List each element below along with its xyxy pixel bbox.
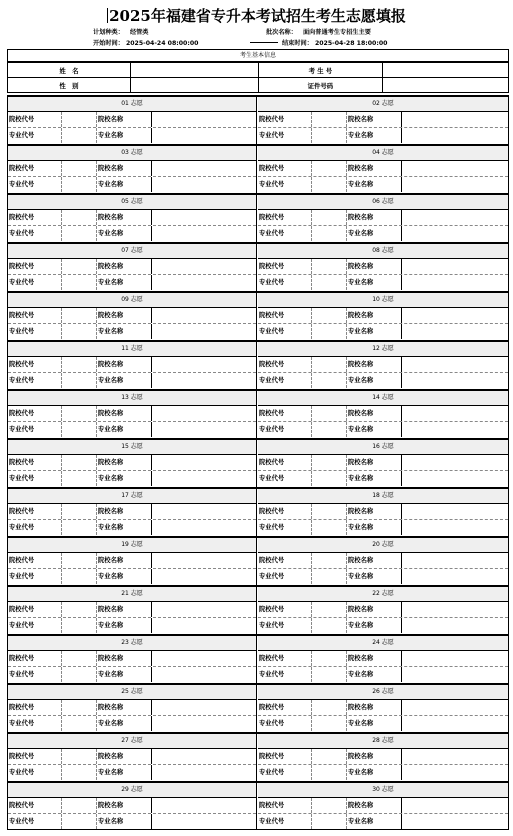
school-name-label: 院校名称 xyxy=(346,602,402,617)
choice-pair xyxy=(7,536,509,585)
major-row xyxy=(8,618,256,634)
school-row xyxy=(258,651,508,667)
school-name-label: 院校名称 xyxy=(96,406,152,421)
batch-value: 面向普通考生专招生主要 xyxy=(302,29,371,36)
major-name-label: 专业名称 xyxy=(96,373,152,388)
major-code-label: 专业代号 xyxy=(258,618,312,633)
school-code-label: 院校代号 xyxy=(258,553,312,568)
major-name-label: 专业名称 xyxy=(96,226,152,241)
school-name-label: 院校名称 xyxy=(96,210,152,225)
choice-pair xyxy=(7,683,509,732)
choice-header: 14 志愿 xyxy=(258,391,508,406)
major-row xyxy=(8,471,256,487)
major-code-label: 专业代号 xyxy=(8,814,62,829)
school-name-label: 院校名称 xyxy=(346,308,402,323)
choice-block xyxy=(258,587,509,634)
school-row xyxy=(258,259,508,275)
choice-header: 25 志愿 xyxy=(8,685,256,700)
choice-block xyxy=(7,636,257,683)
school-code-label: 院校代号 xyxy=(8,602,62,617)
major-code-label: 专业代号 xyxy=(8,324,62,339)
school-row xyxy=(258,357,508,373)
school-row xyxy=(258,455,508,471)
school-row xyxy=(8,455,256,471)
major-code-label: 专业代号 xyxy=(8,569,62,584)
major-name-label: 专业名称 xyxy=(346,128,402,143)
school-name-label: 院校名称 xyxy=(346,749,402,764)
choice-block xyxy=(7,391,257,438)
school-code-label: 院校代号 xyxy=(8,553,62,568)
school-row xyxy=(258,308,508,324)
major-name-label: 专业名称 xyxy=(96,471,152,486)
school-code-label: 院校代号 xyxy=(8,504,62,519)
choice-pair xyxy=(7,732,509,781)
school-code-label: 院校代号 xyxy=(258,749,312,764)
choice-block xyxy=(7,538,257,585)
school-row xyxy=(8,112,256,128)
major-name-label: 专业名称 xyxy=(346,520,402,535)
major-name-label: 专业名称 xyxy=(346,275,402,290)
major-code-label: 专业代号 xyxy=(8,373,62,388)
choice-header: 21 志愿 xyxy=(8,587,256,602)
choice-block xyxy=(7,489,257,536)
choice-pair xyxy=(7,144,509,193)
school-row xyxy=(8,308,256,324)
major-row xyxy=(8,667,256,683)
major-row xyxy=(8,569,256,585)
school-row xyxy=(8,602,256,618)
major-code-label: 专业代号 xyxy=(258,569,312,584)
major-code-label: 专业代号 xyxy=(258,177,312,192)
text-cursor xyxy=(107,8,108,23)
school-row xyxy=(258,798,508,814)
major-row xyxy=(258,275,508,291)
school-name-label: 院校名称 xyxy=(346,700,402,715)
major-name-label: 专业名称 xyxy=(96,618,152,633)
major-name-label: 专业名称 xyxy=(96,716,152,731)
choice-header: 11 志愿 xyxy=(8,342,256,357)
school-code-label: 院校代号 xyxy=(8,406,62,421)
choice-pair xyxy=(7,242,509,291)
choice-header: 10 志愿 xyxy=(258,293,508,308)
id-no-label: 证件号码 xyxy=(258,78,383,93)
school-code-label: 院校代号 xyxy=(8,455,62,470)
major-name-label: 专业名称 xyxy=(96,324,152,339)
school-code-label: 院校代号 xyxy=(8,651,62,666)
major-row xyxy=(258,324,508,340)
choice-block xyxy=(258,636,509,683)
school-code-label: 院校代号 xyxy=(258,112,312,127)
plan-type xyxy=(93,27,149,36)
school-name-label: 院校名称 xyxy=(346,798,402,813)
school-row xyxy=(258,112,508,128)
choice-header: 15 志愿 xyxy=(8,440,256,455)
school-code-label: 院校代号 xyxy=(258,406,312,421)
choice-pair xyxy=(7,291,509,340)
major-row xyxy=(258,667,508,683)
school-code-label: 院校代号 xyxy=(258,700,312,715)
choice-block xyxy=(258,97,509,144)
choice-header: 02 志愿 xyxy=(258,97,508,112)
major-row xyxy=(258,226,508,242)
choice-pair xyxy=(7,781,509,830)
choice-header: 26 志愿 xyxy=(258,685,508,700)
choice-header: 06 志愿 xyxy=(258,195,508,210)
school-row xyxy=(258,504,508,520)
major-row xyxy=(8,128,256,144)
choice-block xyxy=(258,146,509,193)
school-name-label: 院校名称 xyxy=(96,700,152,715)
major-code-label: 专业代号 xyxy=(8,128,62,143)
choice-header: 27 志愿 xyxy=(8,734,256,749)
major-name-label: 专业名称 xyxy=(96,422,152,437)
choice-block xyxy=(258,244,509,291)
school-name-label: 院校名称 xyxy=(96,161,152,176)
major-row xyxy=(8,520,256,536)
school-code-label: 院校代号 xyxy=(8,749,62,764)
plan-type-value: 经管类 xyxy=(129,29,149,36)
school-code-label: 院校代号 xyxy=(8,700,62,715)
gender-label: 性 别 xyxy=(8,78,131,93)
major-code-label: 专业代号 xyxy=(8,471,62,486)
choice-header: 23 志愿 xyxy=(8,636,256,651)
choice-header: 17 志愿 xyxy=(8,489,256,504)
choice-header: 09 志愿 xyxy=(8,293,256,308)
major-code-label: 专业代号 xyxy=(8,177,62,192)
major-name-label: 专业名称 xyxy=(346,422,402,437)
school-code-label: 院校代号 xyxy=(258,504,312,519)
school-code-label: 院校代号 xyxy=(8,259,62,274)
start-label: 开始时间： xyxy=(93,40,124,47)
name-label: 姓 名 xyxy=(8,63,131,78)
choice-header: 13 志愿 xyxy=(8,391,256,406)
school-row xyxy=(8,798,256,814)
major-code-label: 专业代号 xyxy=(8,716,62,731)
choice-header: 19 志愿 xyxy=(8,538,256,553)
school-name-label: 院校名称 xyxy=(96,455,152,470)
school-name-label: 院校名称 xyxy=(346,651,402,666)
school-name-label: 院校名称 xyxy=(346,553,402,568)
choice-header: 04 志愿 xyxy=(258,146,508,161)
school-code-label: 院校代号 xyxy=(8,210,62,225)
major-row xyxy=(258,471,508,487)
major-code-label: 专业代号 xyxy=(258,324,312,339)
major-code-label: 专业代号 xyxy=(258,226,312,241)
name-value[interactable] xyxy=(130,63,258,78)
major-row xyxy=(8,765,256,781)
choice-pair xyxy=(7,634,509,683)
choice-header: 24 志愿 xyxy=(258,636,508,651)
school-name-label: 院校名称 xyxy=(346,210,402,225)
major-row xyxy=(8,716,256,732)
choice-header: 07 志愿 xyxy=(8,244,256,259)
choice-header: 05 志愿 xyxy=(8,195,256,210)
major-row xyxy=(8,373,256,389)
major-code-label: 专业代号 xyxy=(258,520,312,535)
school-row xyxy=(8,553,256,569)
school-row xyxy=(258,602,508,618)
choice-block xyxy=(258,293,509,340)
school-row xyxy=(8,504,256,520)
major-code-label: 专业代号 xyxy=(8,520,62,535)
major-name-label: 专业名称 xyxy=(346,765,402,780)
choice-block xyxy=(7,293,257,340)
major-name-label: 专业名称 xyxy=(346,716,402,731)
choice-block xyxy=(7,146,257,193)
choice-pair xyxy=(7,438,509,487)
major-name-label: 专业名称 xyxy=(346,226,402,241)
school-row xyxy=(258,553,508,569)
choice-header: 20 志愿 xyxy=(258,538,508,553)
choice-block xyxy=(7,783,257,830)
choice-header: 12 志愿 xyxy=(258,342,508,357)
major-name-label: 专业名称 xyxy=(96,275,152,290)
page-title: 2025年福建省专升本考试招生考生志愿填报 xyxy=(109,7,406,25)
choice-block xyxy=(258,489,509,536)
choice-block xyxy=(258,538,509,585)
school-code-label: 院校代号 xyxy=(258,357,312,372)
major-row xyxy=(8,226,256,242)
major-row xyxy=(258,128,508,144)
major-code-label: 专业代号 xyxy=(8,275,62,290)
major-row xyxy=(258,520,508,536)
school-row xyxy=(258,210,508,226)
major-code-label: 专业代号 xyxy=(8,226,62,241)
exam-no-label: 考 生 号 xyxy=(258,63,383,78)
major-code-label: 专业代号 xyxy=(258,667,312,682)
major-name-label: 专业名称 xyxy=(346,324,402,339)
choice-block xyxy=(258,734,509,781)
major-name-label: 专业名称 xyxy=(346,618,402,633)
school-code-label: 院校代号 xyxy=(258,651,312,666)
choice-block xyxy=(7,587,257,634)
choice-header: 16 志愿 xyxy=(258,440,508,455)
school-code-label: 院校代号 xyxy=(258,210,312,225)
school-code-label: 院校代号 xyxy=(258,798,312,813)
major-code-label: 专业代号 xyxy=(258,765,312,780)
school-row xyxy=(8,357,256,373)
school-row xyxy=(8,749,256,765)
choice-block xyxy=(258,195,509,242)
major-row xyxy=(258,716,508,732)
choice-pair xyxy=(7,193,509,242)
choice-header: 01 志愿 xyxy=(8,97,256,112)
choice-header: 18 志愿 xyxy=(258,489,508,504)
school-code-label: 院校代号 xyxy=(8,161,62,176)
major-row xyxy=(8,324,256,340)
choice-block xyxy=(7,244,257,291)
major-row xyxy=(258,814,508,830)
end-time xyxy=(282,38,387,47)
school-name-label: 院校名称 xyxy=(346,161,402,176)
end-label: 结束时间： xyxy=(282,40,313,47)
school-code-label: 院校代号 xyxy=(8,308,62,323)
major-row xyxy=(8,814,256,830)
school-code-label: 院校代号 xyxy=(8,357,62,372)
choice-header: 03 志愿 xyxy=(8,146,256,161)
school-row xyxy=(258,161,508,177)
batch-label: 批次名称： xyxy=(266,29,297,36)
basic-info-row xyxy=(8,78,509,93)
major-row xyxy=(258,177,508,193)
major-row xyxy=(8,422,256,438)
choice-header: 08 志愿 xyxy=(258,244,508,259)
major-name-label: 专业名称 xyxy=(346,177,402,192)
school-code-label: 院校代号 xyxy=(258,259,312,274)
choice-pair xyxy=(7,487,509,536)
major-name-label: 专业名称 xyxy=(96,814,152,829)
major-row xyxy=(258,765,508,781)
school-name-label: 院校名称 xyxy=(346,112,402,127)
school-code-label: 院校代号 xyxy=(258,455,312,470)
major-name-label: 专业名称 xyxy=(346,667,402,682)
major-code-label: 专业代号 xyxy=(8,422,62,437)
id-no-value[interactable] xyxy=(383,78,509,93)
choice-block xyxy=(7,440,257,487)
major-row xyxy=(8,275,256,291)
plan-type-label: 计划种类： xyxy=(93,29,124,36)
major-name-label: 专业名称 xyxy=(96,667,152,682)
major-code-label: 专业代号 xyxy=(258,128,312,143)
major-name-label: 专业名称 xyxy=(346,373,402,388)
choice-block xyxy=(7,734,257,781)
choice-header: 22 志愿 xyxy=(258,587,508,602)
choice-block xyxy=(7,685,257,732)
major-code-label: 专业代号 xyxy=(258,716,312,731)
school-code-label: 院校代号 xyxy=(8,798,62,813)
school-code-label: 院校代号 xyxy=(258,602,312,617)
school-row xyxy=(8,210,256,226)
school-name-label: 院校名称 xyxy=(346,455,402,470)
school-row xyxy=(8,161,256,177)
school-name-label: 院校名称 xyxy=(96,798,152,813)
major-name-label: 专业名称 xyxy=(96,765,152,780)
basic-info-table xyxy=(7,62,509,93)
choice-block xyxy=(258,440,509,487)
choice-block xyxy=(258,342,509,389)
school-name-label: 院校名称 xyxy=(96,504,152,519)
school-name-label: 院校名称 xyxy=(96,259,152,274)
major-row xyxy=(258,422,508,438)
school-row xyxy=(8,700,256,716)
choice-block xyxy=(258,685,509,732)
school-row xyxy=(258,749,508,765)
basic-info-title: 考生基本信息 xyxy=(7,49,509,62)
school-name-label: 院校名称 xyxy=(346,357,402,372)
major-name-label: 专业名称 xyxy=(346,569,402,584)
school-name-label: 院校名称 xyxy=(96,357,152,372)
school-name-label: 院校名称 xyxy=(96,651,152,666)
major-name-label: 专业名称 xyxy=(96,520,152,535)
major-code-label: 专业代号 xyxy=(258,373,312,388)
choice-block xyxy=(258,391,509,438)
choice-pair xyxy=(7,340,509,389)
choice-pair xyxy=(7,585,509,634)
major-code-label: 专业代号 xyxy=(258,422,312,437)
major-name-label: 专业名称 xyxy=(346,471,402,486)
major-code-label: 专业代号 xyxy=(8,765,62,780)
school-name-label: 院校名称 xyxy=(346,406,402,421)
school-row xyxy=(258,700,508,716)
end-value: 2025-04-28 18:00:00 xyxy=(314,40,388,47)
school-name-label: 院校名称 xyxy=(96,602,152,617)
school-row xyxy=(8,406,256,422)
choice-pair xyxy=(7,389,509,438)
choice-block xyxy=(7,342,257,389)
major-row xyxy=(258,618,508,634)
school-name-label: 院校名称 xyxy=(346,504,402,519)
major-row xyxy=(8,177,256,193)
school-row xyxy=(8,259,256,275)
major-code-label: 专业代号 xyxy=(258,275,312,290)
major-name-label: 专业名称 xyxy=(96,177,152,192)
choice-list xyxy=(7,95,509,830)
major-row xyxy=(258,373,508,389)
major-name-label: 专业名称 xyxy=(96,128,152,143)
school-name-label: 院校名称 xyxy=(96,112,152,127)
school-name-label: 院校名称 xyxy=(96,308,152,323)
exam-no-value[interactable] xyxy=(383,63,509,78)
choice-header: 29 志愿 xyxy=(8,783,256,798)
gender-value[interactable] xyxy=(130,78,258,93)
school-name-label: 院校名称 xyxy=(96,749,152,764)
school-name-label: 院校名称 xyxy=(346,259,402,274)
major-code-label: 专业代号 xyxy=(8,667,62,682)
start-value: 2025-04-24 08:00:00 xyxy=(125,40,199,47)
choice-block xyxy=(258,783,509,830)
time-separator xyxy=(250,42,278,43)
choice-header: 28 志愿 xyxy=(258,734,508,749)
choice-header: 30 志愿 xyxy=(258,783,508,798)
school-name-label: 院校名称 xyxy=(96,553,152,568)
major-code-label: 专业代号 xyxy=(258,814,312,829)
school-row xyxy=(8,651,256,667)
choice-pair xyxy=(7,95,509,144)
major-code-label: 专业代号 xyxy=(258,471,312,486)
major-code-label: 专业代号 xyxy=(8,618,62,633)
school-row xyxy=(258,406,508,422)
choice-block xyxy=(7,195,257,242)
major-name-label: 专业名称 xyxy=(96,569,152,584)
school-code-label: 院校代号 xyxy=(258,161,312,176)
basic-info-row xyxy=(8,63,509,78)
major-row xyxy=(258,569,508,585)
major-name-label: 专业名称 xyxy=(346,814,402,829)
choice-block xyxy=(7,97,257,144)
start-time xyxy=(93,38,198,47)
school-code-label: 院校代号 xyxy=(258,308,312,323)
school-code-label: 院校代号 xyxy=(8,112,62,127)
batch-name xyxy=(266,27,371,36)
